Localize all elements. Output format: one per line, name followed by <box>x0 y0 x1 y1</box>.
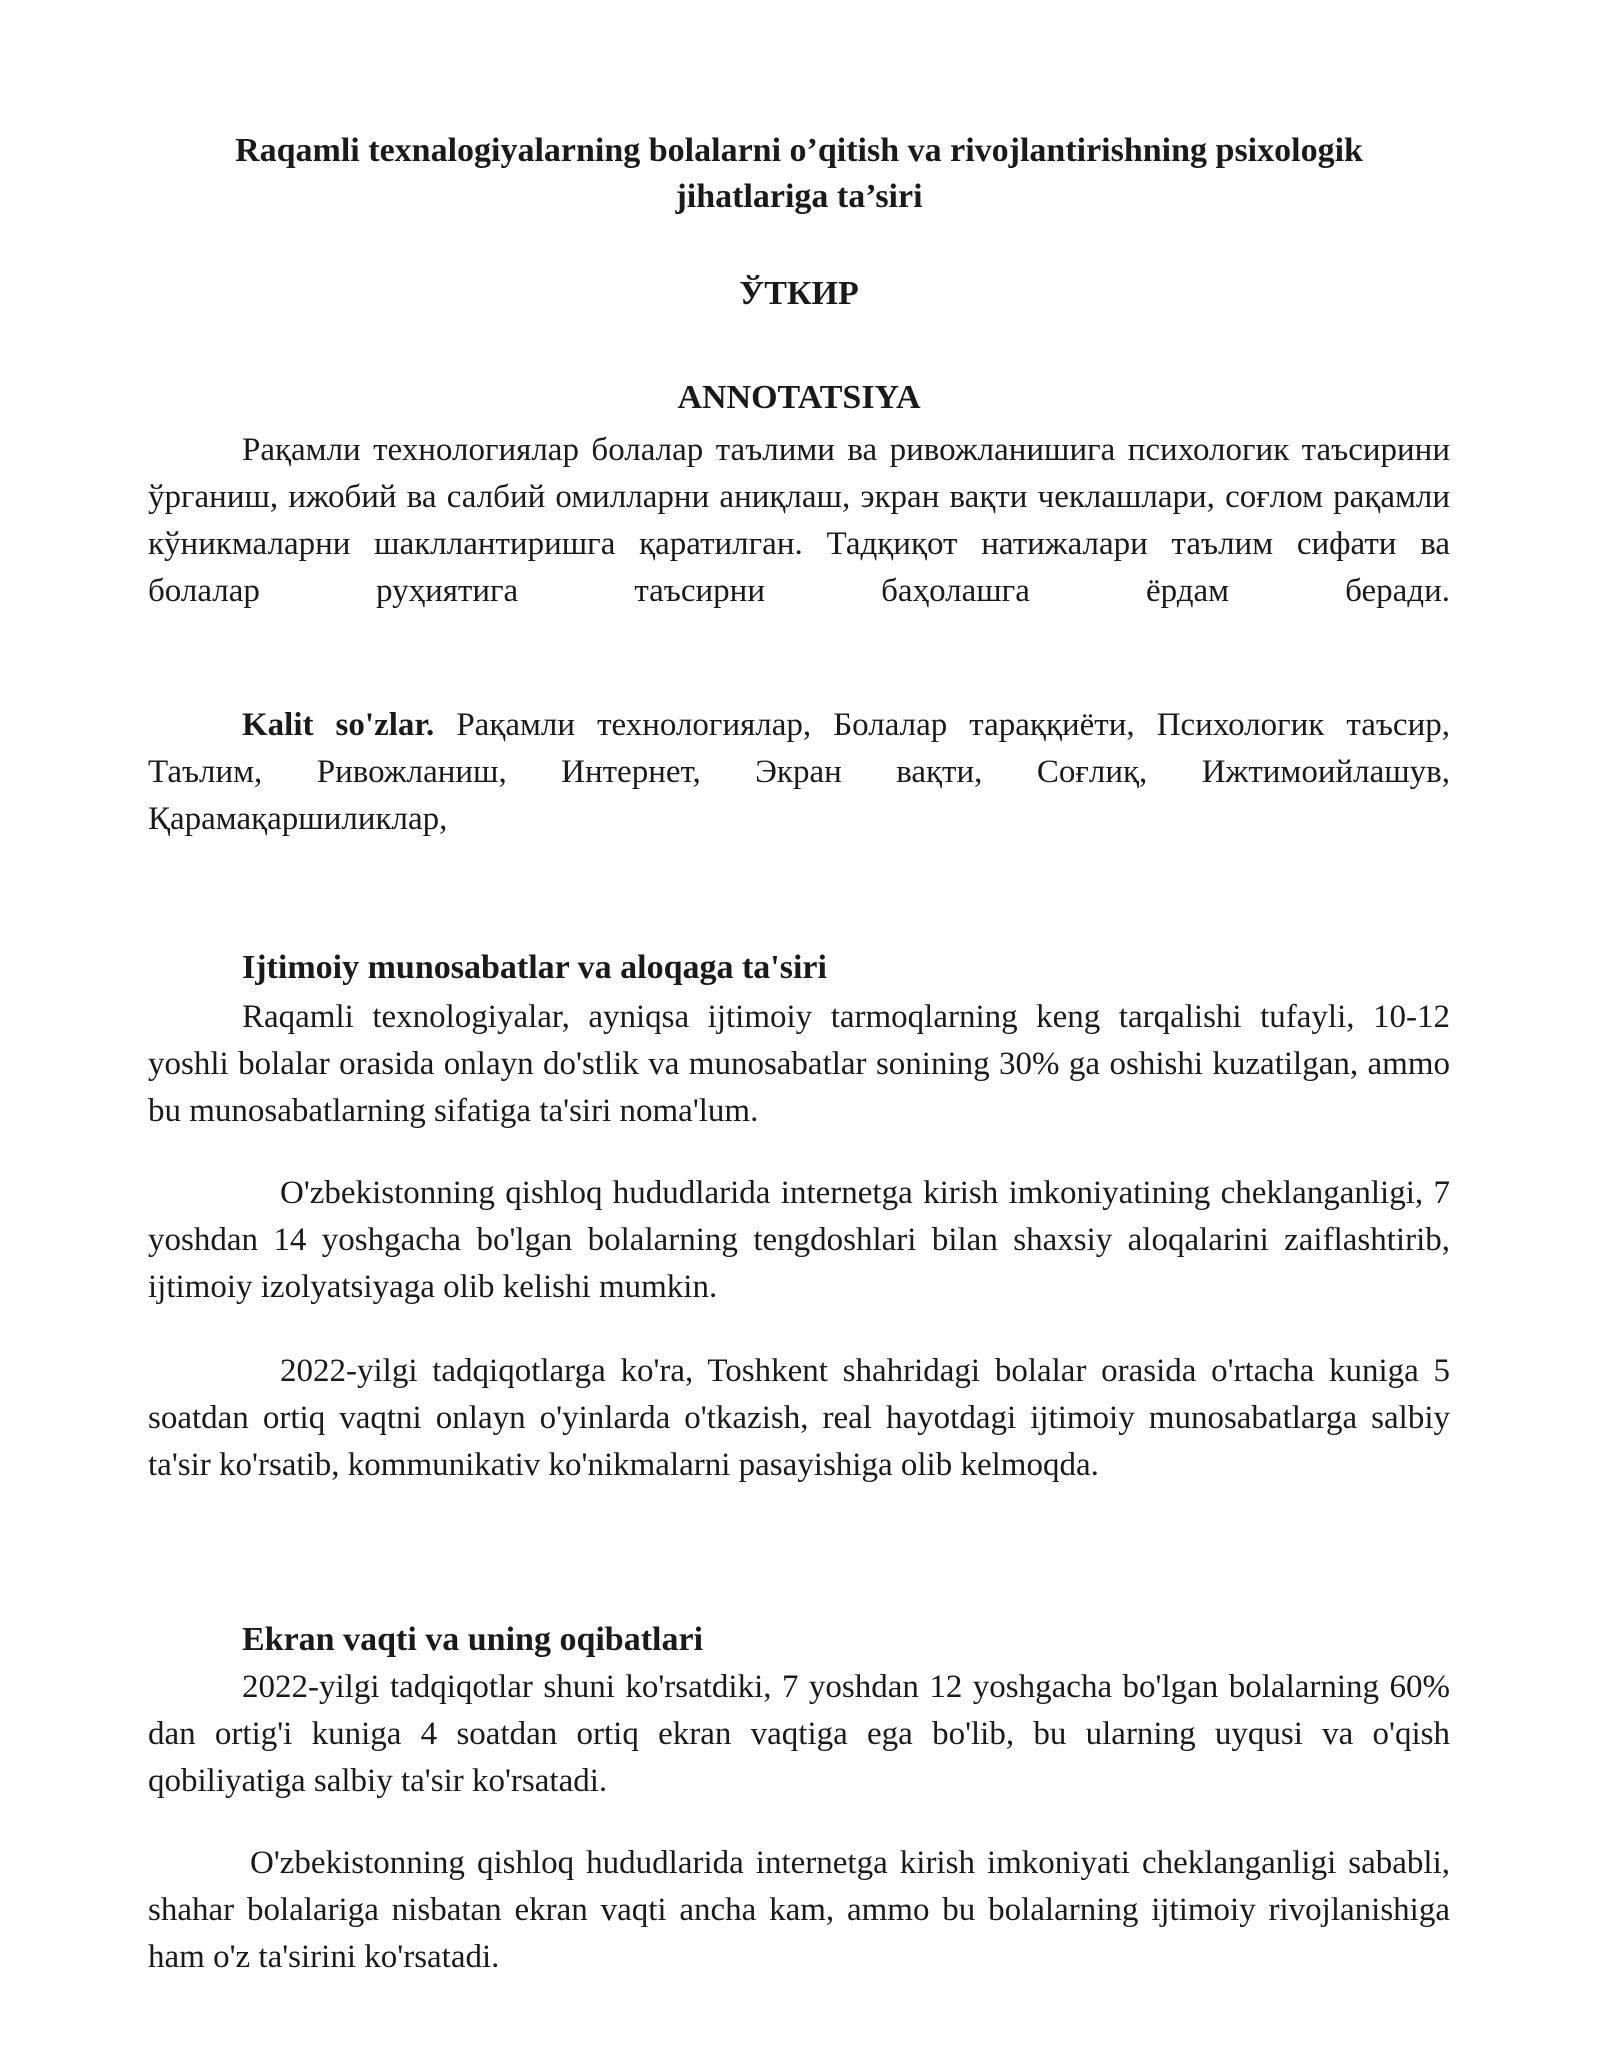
keywords-text: Рақамли технологиялар, Болалар тараққиёти, Психологик таъсир, Таълим, Ривожланиш, Интернет, Экран вақти, Соғлиқ, Ижтимоийлашув, Қарамақаршиликлар, <box>148 707 1450 837</box>
section-heading-social: Ijtimoiy munosabatlar va aloqaga ta'siri <box>242 949 827 986</box>
section-paragraph: O'zbekistonning qishloq hududlarida internetga kirish imkoniyati cheklanganligi sababli, shahar bolalariga nisbatan ekran vaqti ancha kam, ammo bu bolalarning ijtimoiy rivojlanishiga ham o'z ta'sirini ko'rsatadi. <box>148 1845 1450 1975</box>
document-page <box>148 0 1450 2070</box>
section-paragraph: O'zbekistonning qishloq hududlarida internetga kirish imkoniyatining cheklanganligi, 7 yoshdan 14 yoshgacha bo'lgan bolalarning tengdoshlari bilan shaxsiy aloqalarini zaiflashtirib, ijtimoiy izolyatsiyaga olib kelishi mumkin. <box>148 1175 1450 1305</box>
section-paragraph: 2022-yilgi tadqiqotlar shuni ko'rsatdiki, 7 yoshdan 12 yoshgacha bo'lgan bolalarning 60% dan ortig'i kuniga 4 soatdan ortiq ekran vaqtiga ega bo'lib, bu ularning uyqusi va o'qish qobiliyatiga salbiy ta'sir ko'rsatadi. <box>148 1669 1450 1799</box>
keywords-paragraph <box>148 702 1450 843</box>
section-paragraph: 2022-yilgi tadqiqotlarga ko'ra, Toshkent shahridagi bolalar orasida o'rtacha kuniga 5 soatdan ortiq vaqtni onlayn o'yinlarda o'tkazish, real hayotdagi ijtimoiy munosabatlarga salbiy ta'sir ko'rsatib, kommunikativ ko'nikmalarni pasayishiga olib kelmoqda. <box>148 1353 1450 1483</box>
annotation-paragraph: Рақамли технологиялар болалар таълими ва ривожланишига психологик таъсирини ўрганиш, ижобий ва салбий омилларни аниқлаш, экран вақти чеклашлари, соғлом рақамли кўникмаларни шакллантиришга қаратилган. Тадқиқот натижалари таълим сифати ва болалар руҳиятига таъсирни баҳолашга ёрдам беради. <box>148 432 1450 609</box>
section-paragraph: Raqamli texnologiyalar, ayniqsa ijtimoiy tarmoqlarning keng tarqalishi tufayli, 10-12 yoshli bolalar orasida onlayn do'stlik va munosabatlar sonining 30% ga oshishi kuzatilgan, ammo bu munosabatlarning sifatiga ta'siri noma'lum. <box>148 999 1450 1129</box>
title-line-1: Raqamli texnalogiyalarning bolalarni o’qitish va rivojlantirishning psixologik <box>235 132 1363 169</box>
title-line-2: jihatlariga ta’siri <box>675 178 923 215</box>
annotation-heading: ANNOTATSIYA <box>677 379 921 416</box>
document-title <box>148 128 1450 220</box>
section-heading-screen-time: Ekran vaqti va uning oqibatlari <box>242 1621 704 1658</box>
keywords-label: Kalit so'zlar. <box>242 707 435 743</box>
author-name: ЎТКИР <box>739 275 859 312</box>
